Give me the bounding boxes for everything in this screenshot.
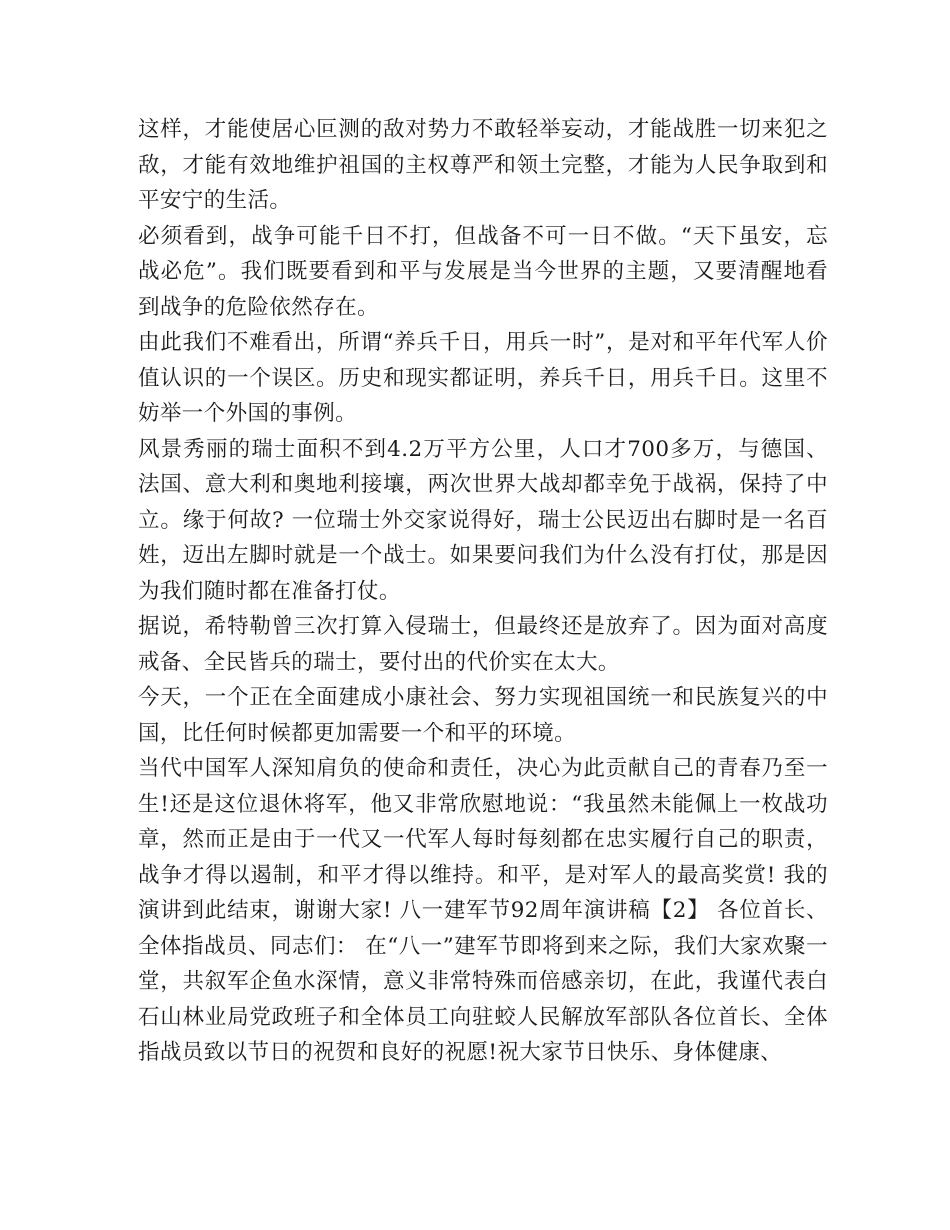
paragraph: 必须看到，战争可能千日不打，但战备不可一日不做。“天下虽安，忘战必危”。我们既要看到和平与发展是当今世界的主题，又要清醒地看到战争的危险依然存在。 — [138, 223, 828, 320]
paragraph: 今天，一个正在全面建成小康社会、努力实现祖国统一和民族复兴的中国，比任何时候都更加需要一个和平的环境。 — [138, 685, 828, 746]
document-body — [138, 112, 828, 1071]
paragraph: 据说，希特勒曾三次打算入侵瑞士，但最终还是放弃了。因为面对高度戒备、全民皆兵的瑞士，要付出的代价实在太大。 — [138, 614, 828, 675]
paragraph: 风景秀丽的瑞士面积不到4.2万平方公里，人口才700多万，与德国、法国、意大利和奥地利接壤，两次世界大战却都幸免于战祸，保持了中立。缘于何故? 一位瑞士外交家说得好，瑞士公民迈出右脚时是一名百姓，迈出左脚时就是一个战士。如果要问我们为什么没有打仗，那是因为我们随时都在准备打仗。 — [138, 436, 828, 604]
paragraph: 这样，才能使居心叵测的敌对势力不敢轻举妄动，才能战胜一切来犯之敌，才能有效地维护祖国的主权尊严和领土完整，才能为人民争取到和平安宁的生活。 — [138, 117, 828, 213]
paragraph: 由此我们不难看出，所谓“养兵千日，用兵一时”，是对和平年代军人价值认识的一个误区。历史和现实都证明，养兵千日，用兵千日。这里不妨举一个外国的事例。 — [138, 330, 828, 426]
paragraph: 当代中国军人深知肩负的使命和责任，决心为此贡献自己的青春乃至一生!还是这位退休将军，他又非常欣慰地说：“我虽然未能佩上一枚战功章，然而正是由于一代又一代军人每时每刻都在忠实履行自己的职责，战争才得以遏制，和平才得以维持。和平，是对军人的最高奖赏! 我的演讲到此结束，谢谢大家! 八一建军节92周年演讲稿【2】 各位首长、全体指战员、同志们： 在“八一”建军节即将到来之际，我们大家欢聚一堂，共叙军企鱼水深情，意义非常特殊而倍感亲切，在此，我谨代表白石山林业局党政班子和全体员工向驻蛟人民解放军部队各位首长、全体指战员致以节日的祝贺和良好的祝愿!祝大家节日快乐、身体健康、 — [138, 756, 828, 1065]
